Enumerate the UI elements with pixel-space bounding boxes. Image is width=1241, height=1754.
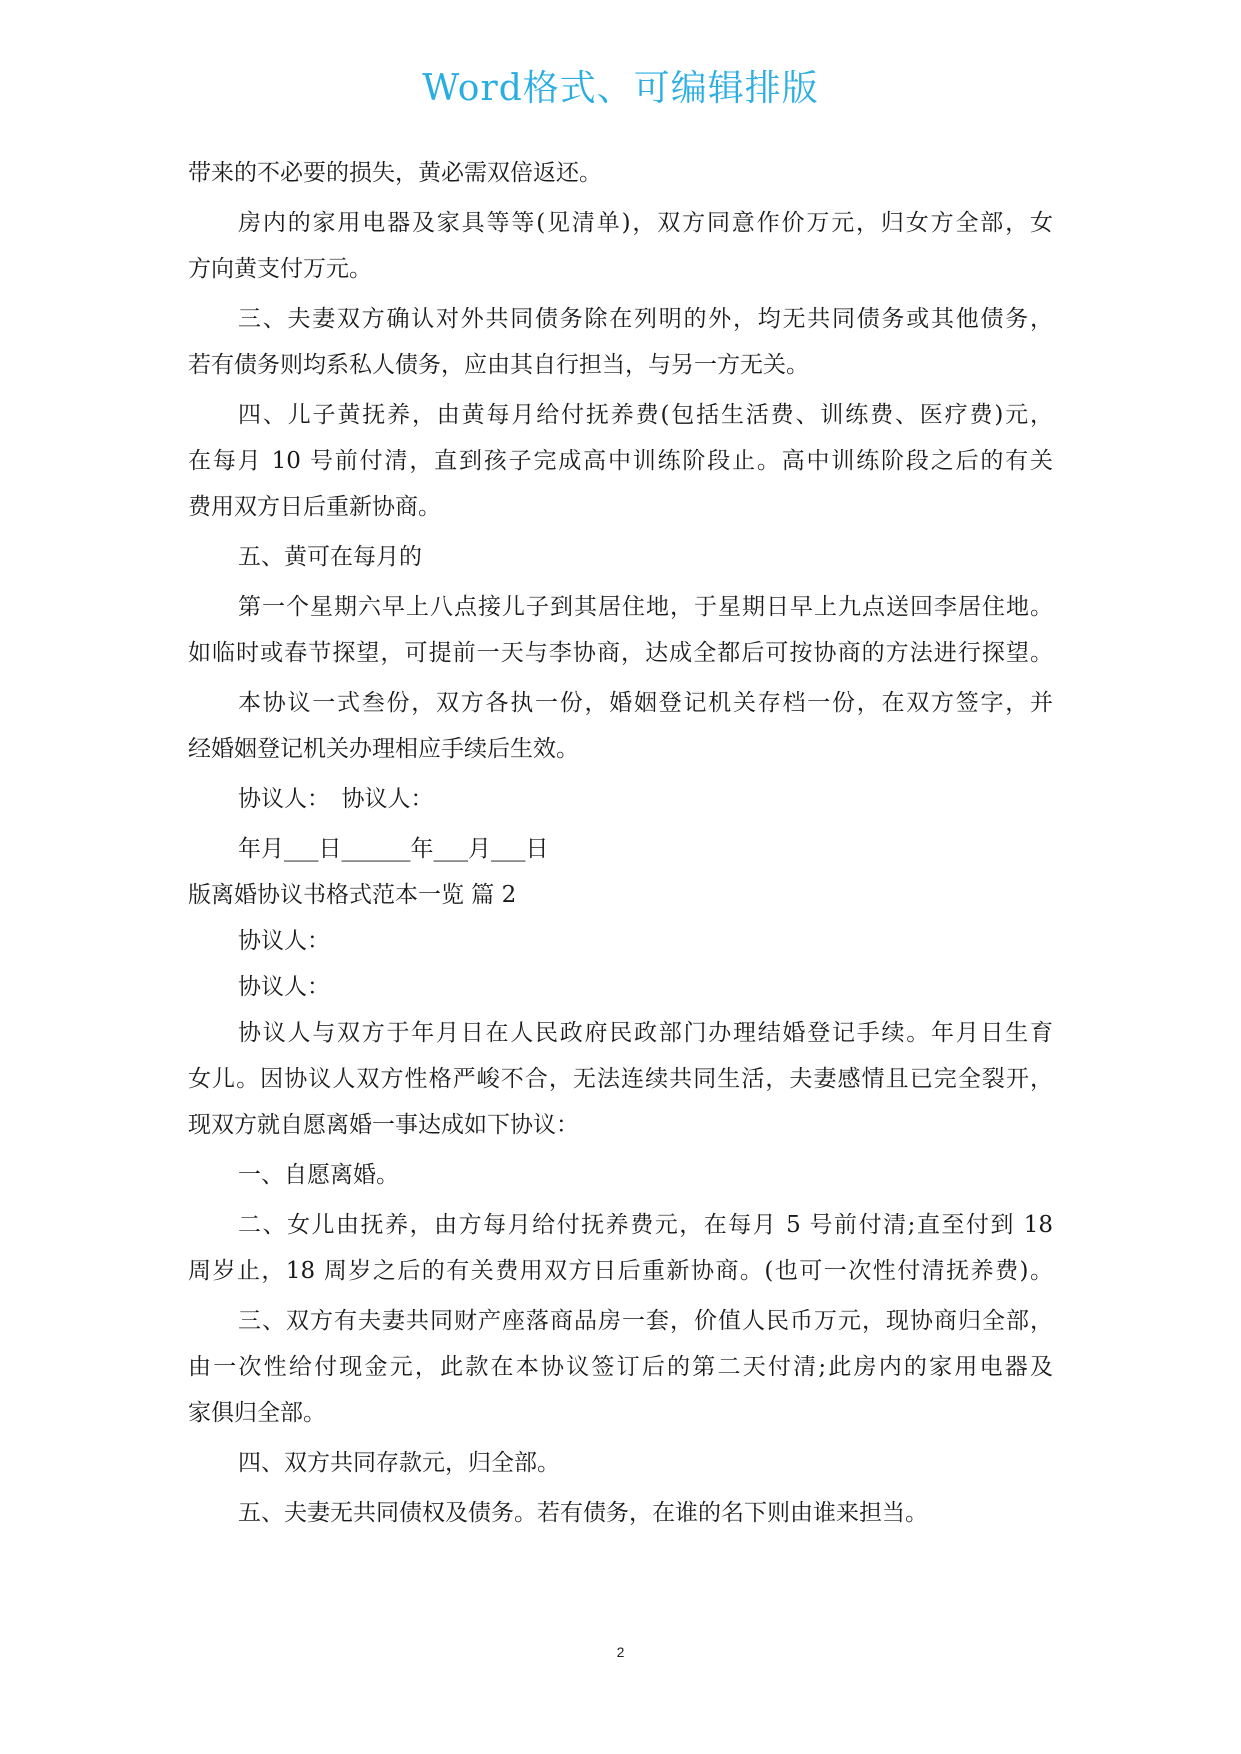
text-line: 三、双方有夫妻共同财产座落商品房一套，价值人民币万元，现协商归全部， xyxy=(238,1308,1053,1334)
text-line: 协议人： xyxy=(238,928,330,954)
text-line: 五、夫妻无共同债权及债务。若有债务，在谁的名下则由谁来担当。 xyxy=(238,1500,928,1526)
text-line: 带来的不必要的损失，黄必需双倍返还。 xyxy=(188,160,602,186)
text-line: 家俱归全部。 xyxy=(188,1400,326,1426)
text-line: 经婚姻登记机关办理相应手续后生效。 xyxy=(188,736,579,762)
text-line: 协议人： xyxy=(238,974,330,1000)
page-number: 2 xyxy=(616,1644,625,1660)
text-line: 如临时或春节探望，可提前一天与李协商，达成全都后可按协商的方法进行探望。 xyxy=(188,640,1053,666)
text-line: 由一次性给付现金元，此款在本协议签订后的第二天付清;此房内的家用电器及 xyxy=(188,1354,1053,1380)
text-line: 第一个星期六早上八点接儿子到其居住地，于星期日早上九点送回李居住地。 xyxy=(238,594,1053,620)
document-body xyxy=(188,150,1053,1536)
text-line: 三、夫妻双方确认对外共同债务除在列明的外，均无共同债务或其他债务， xyxy=(238,306,1053,332)
text-line: 协议人： 协议人： xyxy=(238,786,434,812)
text-line: 周岁止，18 周岁之后的有关费用双方日后重新协商。(也可一次性付清抚养费)。 xyxy=(188,1258,1053,1284)
text-line: 五、黄可在每月的 xyxy=(238,544,422,570)
text-line: 女儿。因协议人双方性格严峻不合，无法连续共同生活，夫妻感情且已完全裂开， xyxy=(188,1066,1053,1092)
text-line: 方向黄支付万元。 xyxy=(188,256,372,282)
text-line: 协议人与双方于年月日在人民政府民政部门办理结婚登记手续。年月日生育 xyxy=(238,1020,1053,1046)
text-line: 版离婚协议书格式范本一览 篇 2 xyxy=(188,882,517,908)
text-line: 二、女儿由抚养，由方每月给付抚养费元，在每月 5 号前付清;直至付到 18 xyxy=(238,1212,1053,1238)
text-line: 若有债务则均系私人债务，应由其自行担当，与另一方无关。 xyxy=(188,352,809,378)
text-line: 在每月 10 号前付清，直到孩子完成高中训练阶段止。高中训练阶段之后的有关 xyxy=(188,448,1053,474)
text-line: 一、自愿离婚。 xyxy=(238,1162,399,1188)
text-line: 年月___日______年___月___日 xyxy=(238,836,549,862)
text-line: 本协议一式叁份，双方各执一份，婚姻登记机关存档一份，在双方签字，并 xyxy=(238,690,1053,716)
text-line: 房内的家用电器及家具等等(见清单)，双方同意作价万元，归女方全部，女 xyxy=(238,210,1053,236)
text-line: 费用双方日后重新协商。 xyxy=(188,494,441,520)
text-line: 四、双方共同存款元，归全部。 xyxy=(238,1450,560,1476)
text-line: 现双方就自愿离婚一事达成如下协议： xyxy=(188,1112,579,1138)
page-header-title: Word格式、可编辑排版 xyxy=(422,68,819,109)
text-line: 四、儿子黄抚养，由黄每月给付抚养费(包括生活费、训练费、医疗费)元， xyxy=(238,402,1053,428)
